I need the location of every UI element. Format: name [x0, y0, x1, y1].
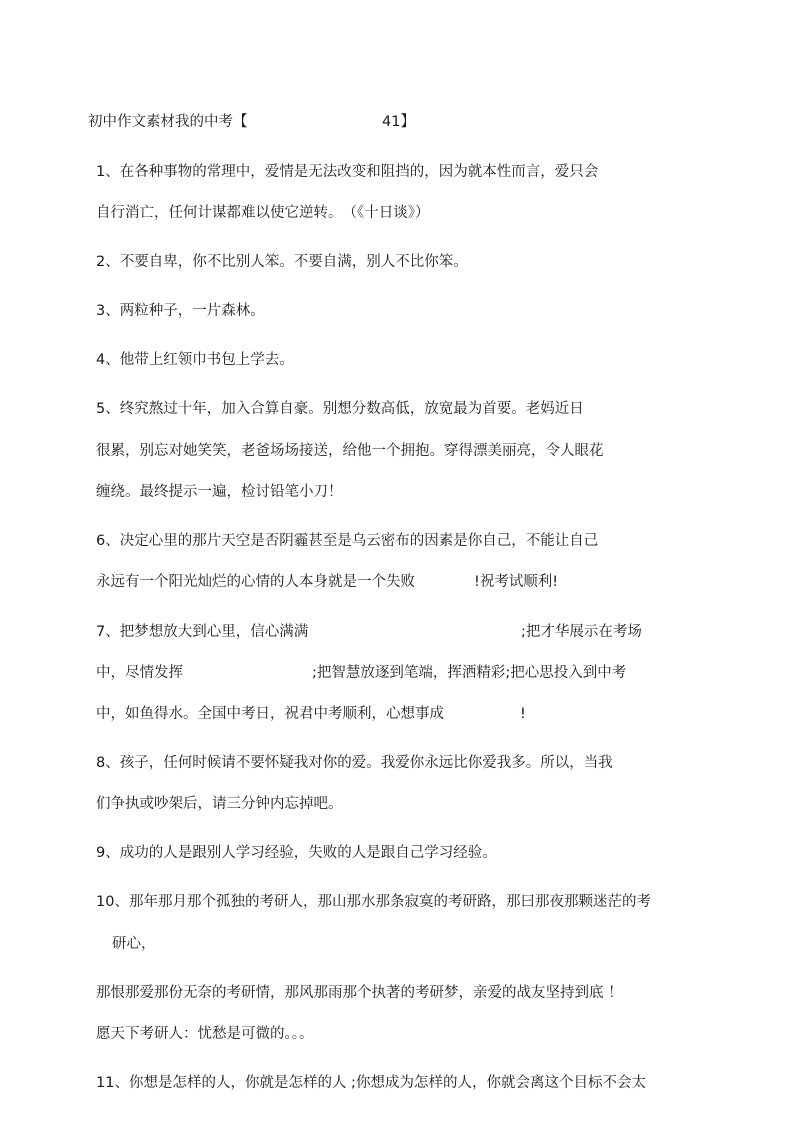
paragraph-line: 9、成功的人是跟别人学习经验，失败的人是跟自己学习经验。 — [96, 845, 497, 861]
paragraph-line: 2、不要自卑，你不比别人笨。不要自满，别人不比你笨。 — [96, 254, 468, 270]
paragraph-line — [96, 704, 526, 724]
line-segment: 7、把梦想放大到心里，信心满满 — [96, 624, 309, 640]
line-segment: ;把智慧放逐到笔端，挥洒精彩;把心思投入到中考 — [312, 665, 627, 681]
paragraph-line — [96, 622, 642, 642]
paragraph-line: 6、决定心里的那片天空是否阴霾甚至是乌云密布的因素是你自己，不能让自己 — [96, 533, 599, 549]
paragraph-line — [96, 572, 559, 592]
paragraph-line: 那恨那爱那份无奈的考研情，那风那雨那个执著的考研梦，亲爱的战友坚持到底 ！ — [96, 985, 623, 1001]
document-title — [88, 112, 415, 132]
paragraph-line: 缠绕。最终提示一遍，检讨铅笔小刀！ — [96, 484, 343, 500]
line-segment: 中，如鱼得水。全国中考日，祝君中考顺利，心想事成 — [96, 706, 444, 722]
title-text: 初中作文素材我的中考【 — [88, 114, 248, 130]
paragraph-line: 很累，别忘对她笑笑，老爸场场接送，给他一个拥抱。穿得漂美丽亮，令人眼花 — [96, 443, 604, 459]
line-segment: ;把才华展示在考场 — [521, 624, 642, 640]
paragraph-line: 们争执或吵架后，请三分钟内忘掉吧。 — [96, 796, 343, 812]
line-segment: 中，尽情发挥 — [96, 665, 183, 681]
paragraph-line: 研心， — [112, 936, 156, 952]
paragraph-line: 愿天下考研人：忧愁是可微的。。。 — [96, 1026, 314, 1042]
paragraph-line: 11、你想是怎样的人，你就是怎样的人 ;你想成为怎样的人，你就会离这个目标不会太 — [96, 1075, 646, 1091]
paragraph-line: 3、两粒种子，一片森林。 — [96, 303, 265, 319]
line-segment: !祝考试顺利! — [474, 574, 559, 590]
paragraph-line: 1、在各种事物的常理中，爱情是无法改变和阻挡的，因为就本性而言，爱只会 — [96, 164, 599, 180]
title-number: 41】 — [382, 114, 415, 130]
paragraph-line — [96, 663, 627, 683]
paragraph-line: 5、终究熬过十年，加入合算自豪。别想分数高低，放宽最为首要。老妈近日 — [96, 401, 584, 417]
line-segment: ! — [520, 706, 526, 722]
paragraph-line: 10、那年那月那个孤独的考研人，那山那水那条寂寞的考研路，那曰那夜那颗迷茫的考 — [96, 894, 651, 910]
line-segment: 永远有一个阳光灿烂的心情的人本身就是一个失败 — [96, 574, 415, 590]
paragraph-line: 8、孩子，任何时候请不要怀疑我对你的爱。我爱你永远比你爱我多。所以，当我 — [96, 755, 613, 771]
paragraph-line: 4、他带上红领巾书包上学去。 — [96, 352, 294, 368]
paragraph-line: 自行消亡，任何计谋都难以使它逆转。 （《十日谈》） — [96, 205, 430, 221]
